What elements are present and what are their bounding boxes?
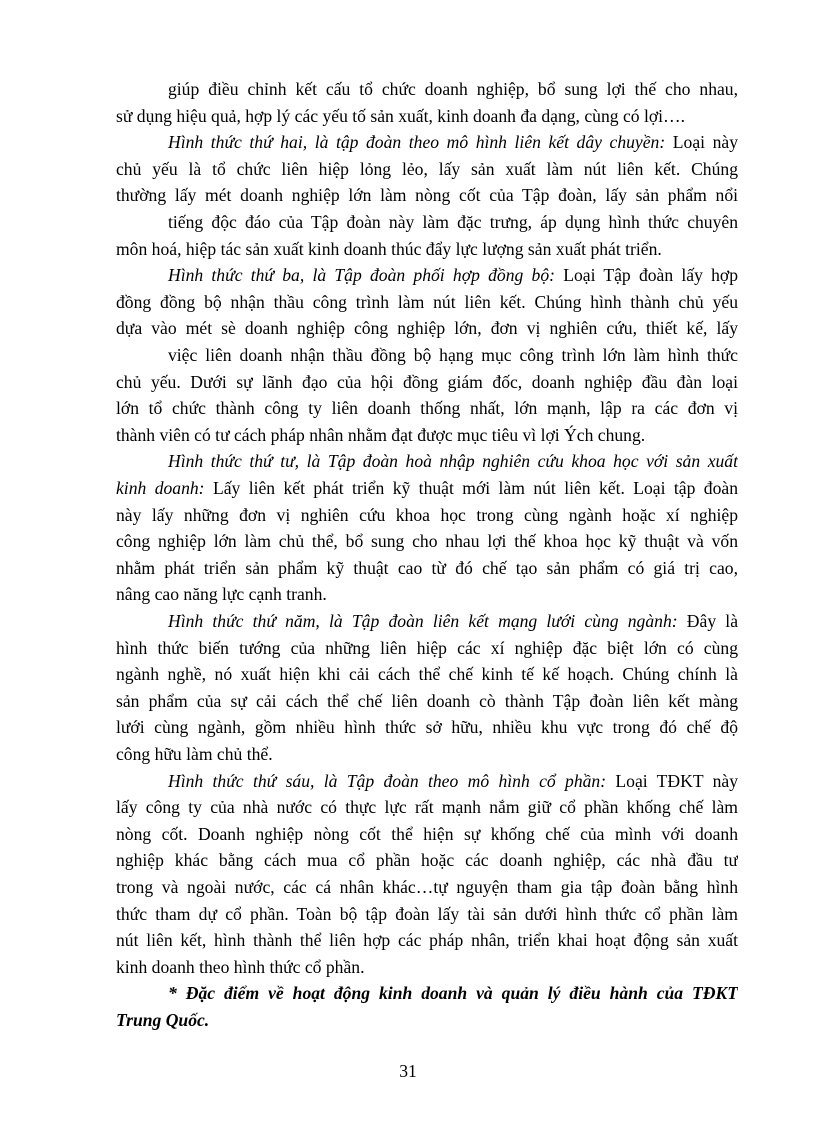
body-text: hình thức biến tướng của những liên hiệp các xí nghiệp đặc biệt lớn có cùng: [116, 637, 738, 658]
body-text: sản phẩm của sự cải cách thể chế liên doanh cò thành Tập đoàn liên kết màng: [116, 690, 738, 711]
body-text: lưới cùng ngành, gồm nhiều hình thức sở hữu, nhiều khu vực trong đó chế độ: [116, 717, 738, 738]
text-line: [116, 927, 738, 954]
text-line: [116, 661, 738, 688]
body-text: ngành nghề, nó xuất hiện khi cải cách thể chế kinh tế kế hoạch. Chúng chính là: [116, 664, 738, 685]
text-line: [116, 369, 738, 396]
paragraph: [116, 448, 738, 608]
body-text: chủ yếu là tổ chức liên hiệp lỏng lẻo, lấy sản xuất làm nút liên kết. Chúng: [116, 158, 738, 179]
text-line: [116, 209, 738, 236]
body-text: đồng đồng bộ nhận thầu công trình làm nút liên kết. Chúng hình thành chủ yếu: [116, 291, 738, 312]
text-line: [116, 714, 738, 741]
body-text: nâng cao năng lực cạnh tranh.: [116, 584, 327, 605]
body-text: công hữu làm chủ thể.: [116, 743, 273, 764]
body-text: dựa vào mét sè doanh nghiệp công nghiệp lớn, đơn vị nghiên cứu, thiết kế, lấy: [116, 318, 738, 339]
text-line: [116, 289, 738, 316]
paragraph: [116, 980, 738, 1033]
paragraph: [116, 76, 738, 129]
text-line: [116, 315, 738, 342]
body-text: nút liên kết, hình thành thể liên hợp các pháp nhân, triển khai hoạt động sản xuất: [116, 930, 738, 951]
text-line: [116, 182, 738, 209]
italic-heading-text: kinh doanh:: [116, 477, 205, 498]
body-text: chủ yếu. Dưới sự lãnh đạo của hội đồng giám đốc, doanh nghiệp đầu đàn loại: [116, 371, 738, 392]
text-line: [116, 847, 738, 874]
body-text: giúp điều chỉnh kết cấu tổ chức doanh nghiệp, bổ sung lợi thế cho nhau,: [168, 79, 738, 99]
body-text: nghiệp khác bằng cách mua cổ phần hoặc các doanh nghiệp, các nhà đầu tư: [116, 850, 738, 871]
text-line: [116, 954, 738, 981]
text-line: [116, 635, 738, 662]
body-text: sử dụng hiệu quả, hợp lý các yếu tố sản xuất, kinh doanh đa dạng, cùng có lợi….: [116, 105, 686, 126]
text-line: [116, 156, 738, 183]
body-text: nhằm phát triển sản phẩm kỹ thuật cao từ đó chế tạo sản phẩm có giá trị cao,: [116, 557, 738, 578]
paragraph: [116, 608, 738, 768]
text-line: [116, 422, 738, 449]
text-line: [116, 448, 738, 475]
body-text: công nghiệp lớn làm chủ thể, bổ sung cho nhau lợi thế khoa học kỹ thuật và vốn: [116, 531, 738, 552]
body-text: thành viên có tư cách pháp nhân nhằm đạt được mục tiêu vì lợi Ých chung.: [116, 424, 646, 445]
italic-heading-text: Hình thức thứ ba, là Tập đoàn phối hợp đồng bộ:: [168, 265, 555, 286]
page-number: 31: [399, 1061, 417, 1081]
text-line: [116, 555, 738, 582]
body-text: tiếng độc đáo của Tập đoàn này làm đặc trưng, áp dụng hình thức chuyên: [168, 211, 738, 232]
italic-heading-text: Hình thức thứ tư, là Tập đoàn hoà nhập nghiên cứu khoa học với sản xuất: [168, 451, 738, 472]
paragraph: [116, 129, 738, 262]
text-line: [116, 76, 738, 103]
body-text: Đây là: [677, 611, 738, 631]
text-line: [116, 395, 738, 422]
text-line: [116, 608, 738, 635]
text-line: [116, 581, 738, 608]
body-text: lấy công ty của nhà nước có thực lực rất mạnh nắm giữ cổ phần khống chế làm: [116, 797, 738, 818]
body-text: thường lấy mét doanh nghiệp lớn làm nòng cốt của Tập đoàn, lấy sản phẩm nổi: [116, 185, 738, 206]
body-text: thức tham dự cổ phần. Toàn bộ tập đoàn lấy tài sản dưới hình thức cổ phần làm: [116, 903, 738, 924]
bold-italic-heading-text: * Đặc điểm về hoạt động kinh doanh và quản lý điều hành của TĐKT: [168, 983, 738, 1004]
text-line: [116, 342, 738, 369]
bold-italic-heading-text: Trung Quốc.: [116, 1009, 210, 1030]
italic-heading-text: Hình thức thứ năm, là Tập đoàn liên kết mạng lưới cùng ngành:: [168, 611, 678, 631]
body-text: Loại TĐKT này: [606, 770, 738, 791]
paragraph: [116, 262, 738, 448]
italic-heading-text: Hình thức thứ sáu, là Tập đoàn theo mô hình cổ phần:: [168, 770, 607, 791]
text-line: [116, 475, 738, 502]
body-text: Loại này: [665, 132, 738, 153]
text-line: [116, 688, 738, 715]
text-line: [116, 103, 738, 130]
body-text: trong và ngoài nước, các cá nhân khác…tự nguyện tham gia tập đoàn bằng hình: [116, 876, 738, 897]
body-text: việc liên doanh nhận thầu đồng bộ hạng mục công trình lớn làm hình thức: [168, 344, 738, 365]
text-line: [116, 129, 738, 156]
text-line: [116, 1007, 738, 1034]
text-line: [116, 821, 738, 848]
body-text: nòng cốt. Doanh nghiệp nòng cốt thể hiện sự khống chế của mình với doanh: [116, 823, 738, 844]
text-line: [116, 874, 738, 901]
body-text: kinh doanh theo hình thức cổ phần.: [116, 956, 365, 977]
text-line: [116, 502, 738, 529]
text-line: [116, 262, 738, 289]
body-text: này lấy những đơn vị nghiên cứu khoa học trong cùng ngành hoặc xí nghiệp: [116, 504, 738, 525]
body-text: môn hoá, hiệp tác sản xuất kinh doanh thúc đẩy lực lượng sản xuất phát triển.: [116, 238, 662, 259]
paragraph: [116, 768, 738, 981]
text-line: [116, 741, 738, 768]
text-line: [116, 768, 738, 795]
text-line: [116, 980, 738, 1007]
italic-heading-text: Hình thức thứ hai, là tập đoàn theo mô hình liên kết dây chuyền:: [168, 132, 666, 153]
body-text: lớn tổ chức thành công ty liên doanh thống nhất, lớn mạnh, lập ra các đơn vị: [116, 398, 738, 419]
body-text: Lấy liên kết phát triển kỹ thuật mới làm nút liên kết. Loại tập đoàn: [204, 477, 738, 498]
text-line: [116, 901, 738, 928]
text-line: [116, 794, 738, 821]
text-line: [116, 236, 738, 263]
text-line: [116, 528, 738, 555]
body-text: Loại Tập đoàn lấy hợp: [554, 265, 738, 286]
